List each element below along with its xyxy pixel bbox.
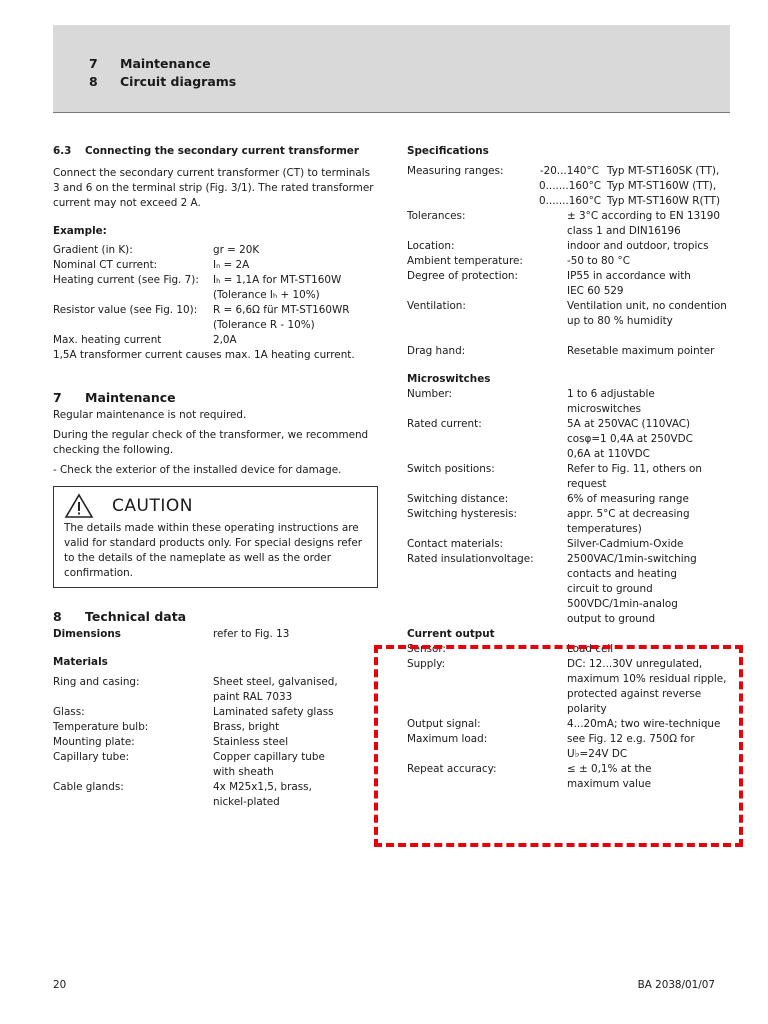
spec-row: Ambient temperature: -50 to 80 °C	[407, 255, 630, 267]
materials-row: Glass: Laminated safety glass	[53, 706, 334, 718]
current-output-heading: Current output	[407, 628, 495, 640]
spec-table	[407, 209, 737, 359]
current-row: Maximum load: see Fig. 12 e.g. 750Ω for U♭=24V DC	[407, 733, 695, 760]
current-row: Repeat accuracy: ≤ ± 0,1% at the maximum value	[407, 763, 652, 790]
example-row: Resistor value (see Fig. 10): R = 6,6Ω für MT-ST160WR	[53, 304, 350, 316]
header-item-maintenance: 7 Maintenance	[89, 56, 211, 71]
measuring-range-row: 0.......160°C Typ MT-ST160W R(TT)	[539, 195, 721, 207]
spec-row: Degree of protection: IP55 in accordance with IEC 60 529	[407, 270, 691, 297]
section-6-3-heading: 6.3 Connecting the secondary current transformer	[53, 145, 359, 157]
measuring-ranges	[407, 164, 737, 209]
materials-row: Cable glands: 4x M25x1,5, brass, nickel-plated	[53, 781, 312, 808]
example-row: Nominal CT current: Iₙ = 2A	[53, 259, 250, 271]
spec-row: Drag hand: Resetable maximum pointer	[407, 345, 715, 357]
caution-title: CAUTION	[112, 495, 193, 516]
micro-row: Rated insulationvoltage: 2500VAC/1min-switching contacts and heating circuit to ground 500VDC/1min-analog output to ground	[407, 553, 697, 625]
example-row: Gradient (in K): gr = 20K	[53, 244, 260, 256]
maintenance-text-2: During the regular check of the transformer, we recommend checking the following.	[53, 429, 369, 456]
current-row: Output signal: 4...20mA; two wire-technique	[407, 718, 721, 730]
left-column	[53, 144, 378, 810]
caution-text: The details made within these operating instructions are valid for standard products only. For special designs refer to the details of the nameplate as well as the order confirmation.	[64, 522, 362, 579]
chapter-header	[53, 25, 730, 113]
micro-row: Switching distance: 6% of measuring range	[407, 493, 689, 505]
micro-row: Switch positions: Refer to Fig. 11, others on request	[407, 463, 702, 490]
dimensions-row: Dimensions refer to Fig. 13	[53, 628, 290, 640]
measuring-range-row: Measuring ranges: -20...140°C Typ MT-ST160SK (TT),	[407, 165, 720, 177]
materials-row: Capillary tube: Copper capillary tube with sheath	[53, 751, 325, 778]
caution-header	[64, 491, 367, 521]
materials-table	[53, 675, 378, 810]
micro-row: Rated current: 5A at 250VAC (110VAC) cosφ=1 0,4A at 250VDC 0,6A at 110VDC	[407, 418, 693, 460]
measuring-range-row: 0.......160°C Typ MT-ST160W (TT),	[539, 180, 717, 192]
current-output-highlight	[374, 645, 743, 847]
example-table	[53, 243, 378, 348]
warning-triangle-icon	[64, 493, 94, 519]
maintenance-bullet: - Check the exterior of the installed device for damage.	[53, 464, 342, 476]
materials-row: Mounting plate: Stainless steel	[53, 736, 289, 748]
materials-row: Temperature bulb: Brass, bright	[53, 721, 280, 733]
spec-row: Ventilation: Ventilation unit, no condention up to 80 % humidity	[407, 300, 727, 327]
example-row: Max. heating current 2,0A	[53, 334, 237, 346]
example-row: Heating current (see Fig. 7): Iₕ = 1,1A for MT-ST160W	[53, 274, 342, 286]
page-number: 20	[53, 979, 67, 991]
micro-row: Contact materials: Silver-Cadmium-Oxide	[407, 538, 684, 550]
micro-row: Number: 1 to 6 adjustable microswitches	[407, 388, 655, 415]
section-6-3-text: Connect the secondary current transformer (CT) to terminals 3 and 6 on the terminal strip (Fig. 3/1). The rated transformer current may not exceed 2 A.	[53, 167, 374, 209]
micro-row: Switching hysteresis: appr. 5°C at decreasing temperatures)	[407, 508, 690, 535]
example-row: (Tolerance Iₕ + 10%)	[213, 289, 320, 301]
header-divider	[53, 112, 730, 113]
specifications-heading: Specifications	[407, 145, 489, 157]
current-row: Supply: DC: 12...30V unregulated, maximum 10% residual ripple, protected against reverse polarity	[407, 658, 727, 715]
caution-box	[53, 486, 378, 588]
materials-heading: Materials	[53, 656, 108, 668]
header-item-circuit-diagrams: 8 Circuit diagrams	[89, 74, 237, 89]
microswitches-heading: Microswitches	[407, 373, 491, 385]
section-8-heading: 8 Technical data	[53, 609, 187, 624]
current-row: Sensor: Load cell	[407, 643, 614, 655]
example-row: (Tolerance R - 10%)	[213, 319, 315, 331]
materials-row: Ring and casing: Sheet steel, galvanised, paint RAL 7033	[53, 676, 338, 703]
microswitches-table	[407, 387, 737, 627]
section-7-heading: 7 Maintenance	[53, 390, 176, 405]
document-code: BA 2038/01/07	[637, 979, 715, 991]
spec-row: Location: indoor and outdoor, tropics	[407, 240, 709, 252]
example-heading: Example:	[53, 225, 107, 237]
example-note: 1,5A transformer current causes max. 1A heating current.	[53, 349, 355, 361]
spec-row: Tolerances: ± 3°C according to EN 13190 class 1 and DIN16196	[407, 210, 721, 237]
maintenance-text-1: Regular maintenance is not required.	[53, 409, 247, 421]
